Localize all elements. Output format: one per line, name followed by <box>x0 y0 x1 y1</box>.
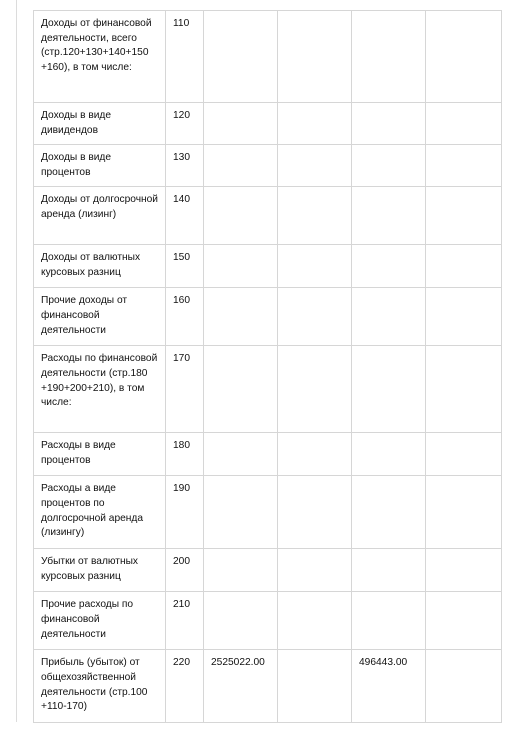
value-cell-1 <box>204 103 278 145</box>
row-name-cell: Убытки от валютных курсовых разниц <box>34 549 166 592</box>
value-cell-3 <box>352 592 426 650</box>
row-name-cell: Прочие расходы по финансовой деятельности <box>34 592 166 650</box>
value-cell-4 <box>426 346 502 433</box>
row-code-cell: 190 <box>166 476 204 549</box>
row-code-cell: 220 <box>166 650 204 723</box>
table-row <box>34 145 502 187</box>
value-cell-3 <box>352 346 426 433</box>
value-cell-1 <box>204 433 278 476</box>
row-name-cell: Прибыль (убыток) от общехозяйственной деятельности (стр.100 +110-170) <box>34 650 166 723</box>
row-code-cell: 170 <box>166 346 204 433</box>
row-name-cell: Доходы в виде процентов <box>34 145 166 187</box>
value-cell-2 <box>278 433 352 476</box>
value-cell-4 <box>426 288 502 346</box>
row-name-cell: Доходы от долгосрочной аренда (лизинг) <box>34 187 166 245</box>
row-code-cell: 110 <box>166 11 204 103</box>
table-row <box>34 433 502 476</box>
value-cell-1 <box>204 11 278 103</box>
row-code-cell: 210 <box>166 592 204 650</box>
table-body <box>34 11 502 723</box>
row-name-cell: Доходы от финансовой деятельности, всего (стр.120+130+140+150 +160), в том числе: <box>34 11 166 103</box>
financial-results-table <box>33 10 502 723</box>
value-cell-3 <box>352 103 426 145</box>
value-cell-2 <box>278 549 352 592</box>
value-cell-4 <box>426 103 502 145</box>
row-code-cell: 150 <box>166 245 204 288</box>
value-cell-3 <box>352 145 426 187</box>
table-row <box>34 476 502 549</box>
table-row <box>34 187 502 245</box>
table-row <box>34 592 502 650</box>
value-cell-2 <box>278 650 352 723</box>
value-cell-4 <box>426 145 502 187</box>
value-cell-2 <box>278 245 352 288</box>
row-code-cell: 180 <box>166 433 204 476</box>
value-cell-2 <box>278 187 352 245</box>
value-cell-4 <box>426 592 502 650</box>
row-name-cell: Доходы в виде дивидендов <box>34 103 166 145</box>
value-cell-1 <box>204 187 278 245</box>
value-cell-4 <box>426 11 502 103</box>
value-cell-2 <box>278 145 352 187</box>
value-cell-3 <box>352 549 426 592</box>
row-name-cell: Прочие доходы от финансовой деятельности <box>34 288 166 346</box>
value-cell-4 <box>426 650 502 723</box>
value-cell-1 <box>204 245 278 288</box>
table-row <box>34 288 502 346</box>
value-cell-3 <box>352 187 426 245</box>
row-code-cell: 200 <box>166 549 204 592</box>
value-cell-1 <box>204 549 278 592</box>
value-cell-1 <box>204 346 278 433</box>
row-name-cell: Расходы по финансовой деятельности (стр.180 +190+200+210), в том числе: <box>34 346 166 433</box>
table-row <box>34 549 502 592</box>
value-cell-1 <box>204 476 278 549</box>
table-row <box>34 11 502 103</box>
row-name-cell: Расходы в виде процентов <box>34 433 166 476</box>
value-cell-3: 496443.00 <box>352 650 426 723</box>
row-code-cell: 160 <box>166 288 204 346</box>
row-name-cell: Доходы от валютных курсовых разниц <box>34 245 166 288</box>
left-margin-line <box>16 0 17 722</box>
row-code-cell: 120 <box>166 103 204 145</box>
value-cell-3 <box>352 11 426 103</box>
value-cell-4 <box>426 187 502 245</box>
value-cell-3 <box>352 288 426 346</box>
value-cell-4 <box>426 433 502 476</box>
value-cell-3 <box>352 476 426 549</box>
row-code-cell: 140 <box>166 187 204 245</box>
value-cell-4 <box>426 549 502 592</box>
value-cell-1 <box>204 592 278 650</box>
table-row <box>34 103 502 145</box>
value-cell-3 <box>352 433 426 476</box>
value-cell-1 <box>204 288 278 346</box>
value-cell-4 <box>426 476 502 549</box>
value-cell-2 <box>278 476 352 549</box>
value-cell-2 <box>278 288 352 346</box>
row-name-cell: Расходы а виде процентов по долгосрочной аренда (лизингу) <box>34 476 166 549</box>
row-code-cell: 130 <box>166 145 204 187</box>
table-row <box>34 650 502 723</box>
value-cell-4 <box>426 245 502 288</box>
table-row <box>34 346 502 433</box>
value-cell-1 <box>204 145 278 187</box>
value-cell-2 <box>278 346 352 433</box>
table-row <box>34 245 502 288</box>
value-cell-1: 2525022.00 <box>204 650 278 723</box>
value-cell-2 <box>278 592 352 650</box>
value-cell-3 <box>352 245 426 288</box>
value-cell-2 <box>278 103 352 145</box>
value-cell-2 <box>278 11 352 103</box>
